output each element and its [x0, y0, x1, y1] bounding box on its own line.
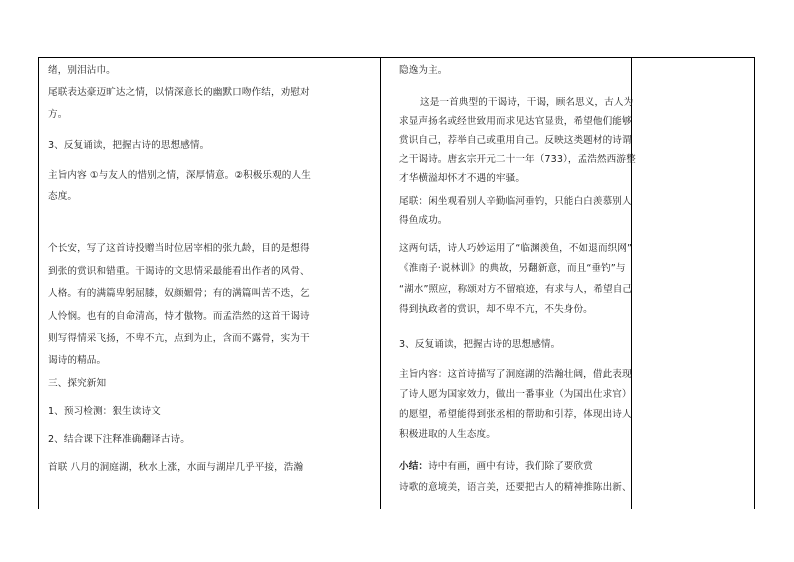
- mid-line-8: 得鱼成功。: [399, 215, 448, 226]
- table-divider-left: [380, 57, 381, 509]
- mid-line-1: 隐逸为主。: [399, 65, 448, 76]
- left-line-4: 3、反复诵读，把握古诗的思想感情。: [48, 140, 210, 151]
- mid-line-4: 赏识自己，荐举自己或重用自己。反映这类题材的诗谓: [399, 135, 632, 146]
- left-line-16: 首联 八月的洞庭湖，秋水上涨，水面与湖岸几乎平接，浩瀚: [48, 462, 304, 473]
- section-heading: 三、探究新知: [48, 378, 107, 389]
- mid-line-11: “湖水”照应，称颂对方不留痕迹，有求与人，希望自己: [399, 284, 633, 295]
- left-line-15: 2、结合课下注释准确翻译古诗。: [48, 434, 190, 445]
- right-column-empty: [632, 58, 753, 508]
- left-line-6: 态度。: [48, 191, 78, 202]
- mid-line-12: 得到执政者的赏识，却不卑不亢，不失身份。: [399, 304, 593, 315]
- mid-line-15: 了诗人愿为国家效力，做出一番事业（为国出仕求官）: [399, 389, 632, 400]
- left-line-9: 人格。有的满篇卑躬屈膝，奴颜媚骨；有的满篇叫苦不迭，乞: [48, 288, 310, 299]
- summary-text: 诗中有画，画中有诗，我们除了要欣赏: [428, 461, 593, 472]
- left-line-12: 谒诗的精品。: [48, 355, 107, 366]
- left-line-3: 方。: [48, 109, 68, 120]
- mid-line-7: 尾联：闲坐观看别人辛勤临河垂钓，只能白白羡慕别人: [399, 196, 632, 207]
- mid-line-17: 积极进取的人生态度。: [399, 429, 496, 440]
- left-line-8: 到张的赏识和错重。干谒诗的文思情采最能看出作者的风骨、: [48, 266, 310, 277]
- left-line-1: 绪，别泪沾巾。: [48, 65, 116, 76]
- mid-line-13: 3、反复诵读，把握古诗的思想感情。: [399, 339, 561, 350]
- left-line-2: 尾联表达豪迈旷达之情，以情深意长的幽默口吻作结，劝慰对: [48, 87, 310, 98]
- left-line-11: 则写得情采飞扬，不卑不亢，点到为止，含而不露骨，实为干: [48, 333, 310, 344]
- left-line-14: 1、预习检测：狠生读诗文: [48, 406, 161, 417]
- mid-line-19: 诗歌的意境美，语言美，还要把古人的精神推陈出新、: [399, 482, 632, 493]
- left-line-7: 个长安，写了这首诗投赠当时位居宰相的张九龄，目的是想得: [48, 243, 310, 254]
- mid-line-10: 《淮南子·说林训》的典故，另翻新意，而且“垂钓”与: [399, 263, 626, 274]
- mid-line-2: 这是一首典型的干谒诗，干谒，顾名思义，古人为: [420, 97, 634, 108]
- table-right-border: [754, 57, 755, 509]
- mid-line-14: 主旨内容：这首诗描写了洞庭湖的浩瀚壮阔，借此表现: [399, 369, 632, 380]
- mid-line-6: 才华横溢却怀才不遇的牢骚。: [399, 173, 526, 184]
- mid-line-9: 这两句话，诗人巧妙运用了“临渊羡鱼，不如退而织网”: [399, 243, 633, 254]
- mid-line-3: 求显声扬名或经世致用而求见达官显贵，希望他们能够: [399, 116, 632, 127]
- mid-line-5: 之干谒诗。唐玄宗开元二十一年（733），孟浩然西游整: [399, 154, 636, 165]
- summary-label: 小结：: [399, 461, 429, 472]
- left-line-5: 主旨内容 ①与友人的惜别之情，深厚情意。②积极乐观的人生: [48, 170, 311, 181]
- summary-line: [399, 460, 593, 473]
- table-left-border: [38, 57, 39, 509]
- mid-line-16: 的愿望，希望能得到张丞相的帮助和引荐，体现出诗人: [399, 409, 632, 420]
- left-line-10: 人怜悯。也有的自命清高，恃才傲物。而孟浩然的这首干谒诗: [48, 311, 310, 322]
